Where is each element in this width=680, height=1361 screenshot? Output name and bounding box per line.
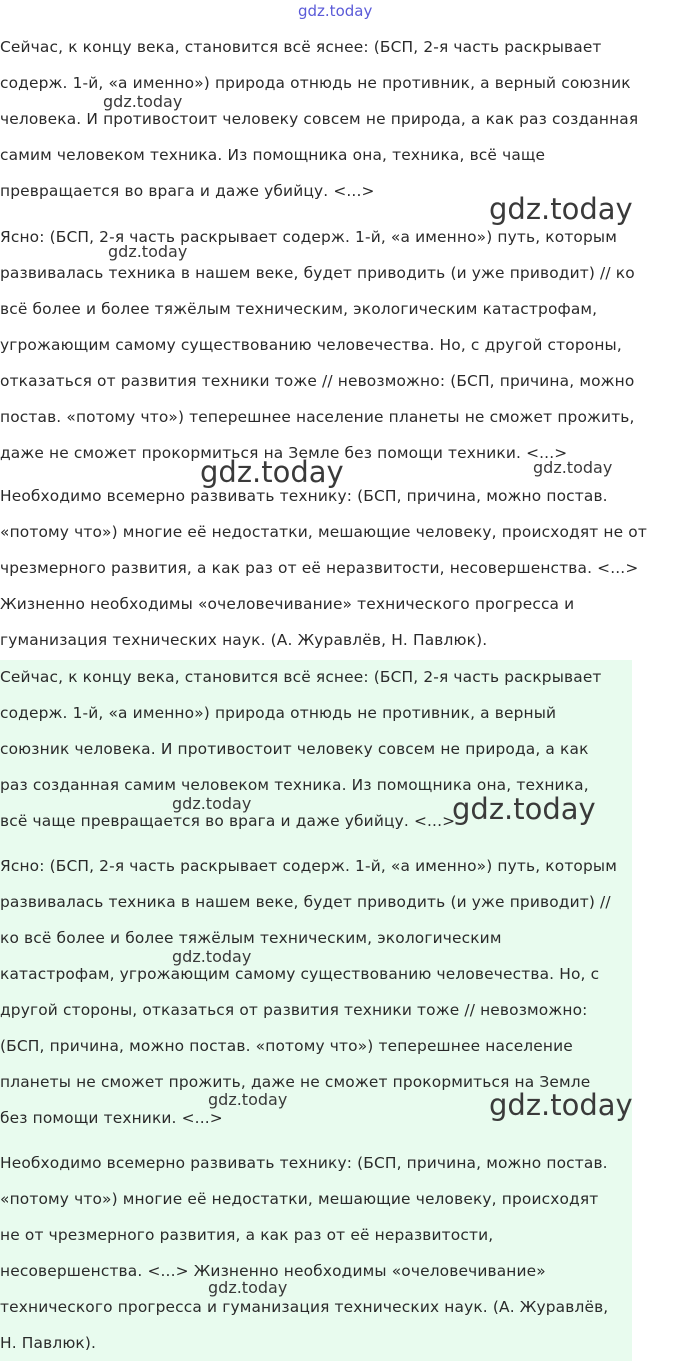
- text-line: Необходимо всемерно развивать технику: (БСП, причина, можно постав.: [0, 487, 608, 505]
- text-line: содерж. 1-й, «а именно») природа отнюдь не противник, а верный союзник: [0, 74, 631, 92]
- text-line: самим человеком техника. Из помощника она, техника, всё чаще: [0, 146, 546, 164]
- watermark: gdz.today: [200, 455, 344, 489]
- original-paragraph-2: [0, 219, 635, 471]
- text-line: развивалась техника в нашем веке, будет приводить (и уже приводит) // ко: [0, 264, 635, 282]
- text-line: союзник человека. И противостоит человеку совсем не природа, а как: [0, 740, 589, 758]
- text-line: чрезмерного развития, а как раз от её неразвитости, несовершенства. <...>: [0, 559, 639, 577]
- text-line: Н. Павлюк).: [0, 1334, 97, 1352]
- text-line: Сейчас, к концу века, становится всё яснее: (БСП, 2-я часть раскрывает: [0, 38, 602, 56]
- text-line: (БСП, причина, можно постав. «потому что») теперешнее население: [0, 1037, 573, 1055]
- text-line: отказаться от развития техники тоже // невозможно: (БСП, причина, можно: [0, 372, 635, 390]
- text-line: Жизненно необходимы «очеловечивание» технического прогресса и: [0, 595, 575, 613]
- watermark: gdz.today: [452, 792, 596, 826]
- text-line: даже не сможет прокормиться на Земле без помощи техники. <...>: [0, 444, 568, 462]
- text-line: всё более и более тяжёлым техническим, экологическим катастрофам,: [0, 300, 598, 318]
- text-line: катастрофам, угрожающим самому существованию человечества. Но, с: [0, 965, 600, 983]
- text-line: раз созданная самим человеком техника. Из помощника она, техника,: [0, 776, 589, 794]
- watermark: gdz.today: [172, 794, 252, 813]
- text-line: гуманизация технических наук. (А. Журавлёв, Н. Павлюк).: [0, 631, 488, 649]
- watermark: gdz.today: [172, 947, 252, 966]
- text-line: Необходимо всемерно развивать технику: (БСП, причина, можно постав.: [0, 1154, 608, 1172]
- watermark: gdz.today: [208, 1278, 288, 1297]
- text-line: другой стороны, отказаться от развития техники тоже // невозможно:: [0, 1001, 588, 1019]
- watermark: gdz.today: [533, 458, 613, 477]
- text-line: несовершенства. <...> Жизненно необходимы «очеловечивание»: [0, 1262, 546, 1280]
- watermark: gdz.today: [108, 242, 188, 261]
- watermark: gdz.today: [103, 92, 183, 111]
- text-line: не от чрезмерного развития, а как раз от её неразвитости,: [0, 1226, 494, 1244]
- text-line: Ясно: (БСП, 2-я часть раскрывает содерж. 1-й, «а именно») путь, которым: [0, 857, 617, 875]
- text-line: технического прогресса и гуманизация технических наук. (А. Журавлёв,: [0, 1298, 609, 1316]
- solution-paragraph-3: [0, 1145, 608, 1361]
- text-line: угрожающим самому существованию человечества. Но, с другой стороны,: [0, 336, 622, 354]
- watermark: gdz.today: [298, 2, 373, 20]
- text-line: без помощи техники. <...>: [0, 1109, 223, 1127]
- original-paragraph-3: [0, 478, 647, 658]
- text-line: постав. «потому что») теперешнее население планеты не сможет прожить,: [0, 408, 635, 426]
- text-line: «потому что») многие её недостатки, мешающие человеку, происходят не от: [0, 523, 647, 541]
- text-line: Сейчас, к концу века, становится всё яснее: (БСП, 2-я часть раскрывает: [0, 668, 602, 686]
- text-line: превращается во врага и даже убийцу. <...>: [0, 182, 375, 200]
- text-line: содерж. 1-й, «а именно») природа отнюдь не противник, а верный: [0, 704, 557, 722]
- text-line: планеты не сможет прожить, даже не сможет прокормиться на Земле: [0, 1073, 591, 1091]
- watermark: gdz.today: [489, 192, 633, 226]
- text-line: развивалась техника в нашем веке, будет приводить (и уже приводит) //: [0, 893, 611, 911]
- text-line: Ясно: (БСП, 2-я часть раскрывает содерж. 1-й, «а именно») путь, которым: [0, 228, 617, 246]
- text-line: человека. И противостоит человеку совсем не природа, а как раз созданная: [0, 110, 639, 128]
- text-line: всё чаще превращается во врага и даже убийцу. <...>: [0, 812, 456, 830]
- text-line: «потому что») многие её недостатки, мешающие человеку, происходят: [0, 1190, 599, 1208]
- watermark: gdz.today: [208, 1090, 288, 1109]
- original-paragraph-1: [0, 29, 638, 209]
- watermark: gdz.today: [489, 1088, 633, 1122]
- text-line: ко всё более и более тяжёлым техническим, экологическим: [0, 929, 502, 947]
